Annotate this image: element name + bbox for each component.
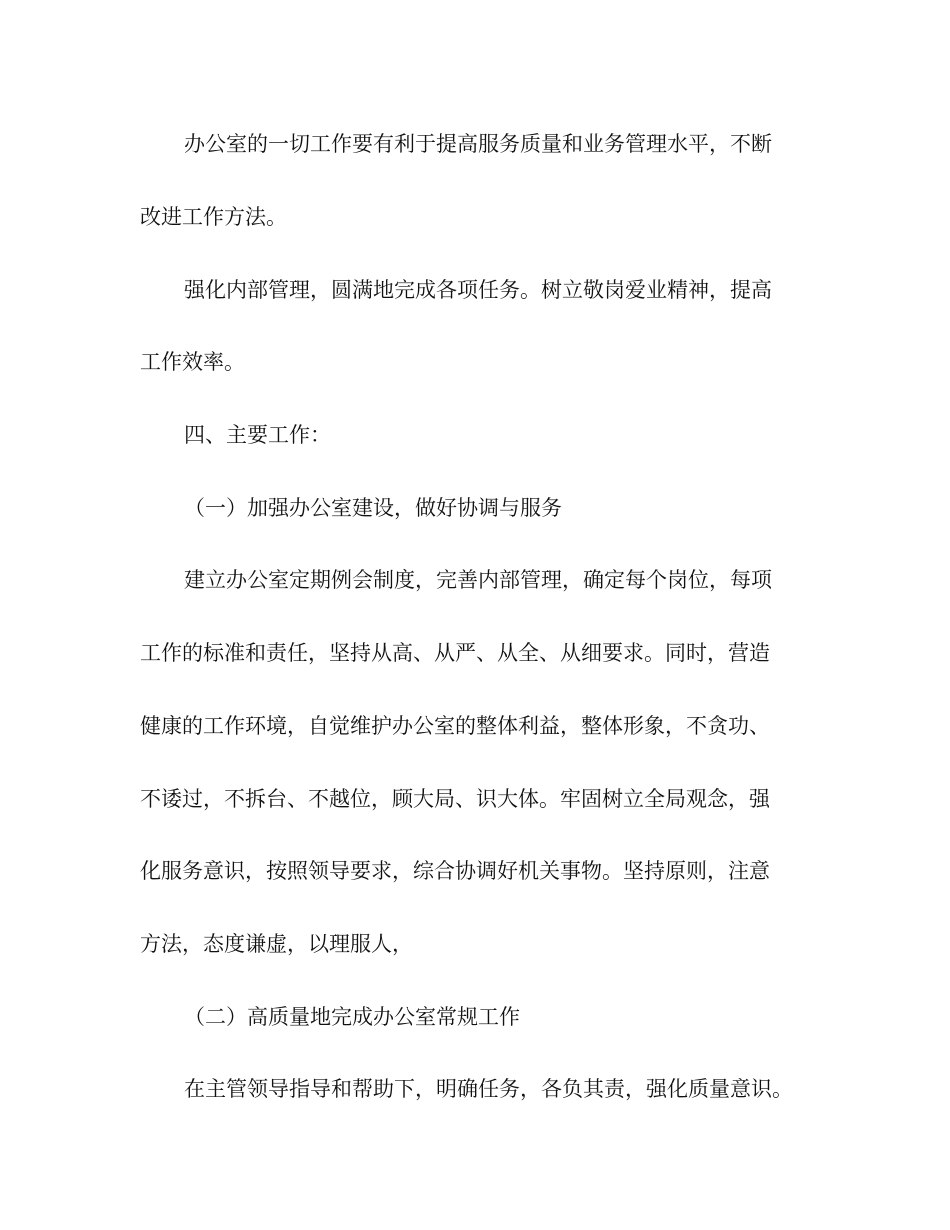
paragraph-line: 强化内部管理，圆满地完成各项任务。树立敬岗爱业精神，提高 [184,278,772,302]
paragraph-line: 工作效率。 [140,350,245,374]
subsection-heading: （一）加强办公室建设，做好协调与服务 [184,496,562,520]
paragraph-line: 工作的标准和责任，坚持从高、从严、从全、从细要求。同时，营造 [140,641,770,665]
subsection-heading: （二）高质量地完成办公室常规工作 [184,1005,520,1029]
paragraph-line: 方法，态度谦虚，以理服人， [140,932,413,956]
section-heading: 四、主要工作： [184,423,331,447]
paragraph-line: 健康的工作环境，自觉维护办公室的整体利益，整体形象，不贪功、 [140,714,770,738]
paragraph-line: 改进工作方法。 [140,205,287,229]
paragraph-line: 办公室的一切工作要有利于提高服务质量和业务管理水平，不断 [184,132,772,156]
paragraph-line: 不诿过，不拆台、不越位，顾大局、识大体。牢固树立全局观念，强 [140,787,770,811]
paragraph-line: 化服务意识，按照领导要求，综合协调好机关事物。坚持原则，注意 [140,859,770,883]
paragraph-line: 建立办公室定期例会制度，完善内部管理，确定每个岗位，每项 [184,568,772,592]
paragraph-line: 在主管领导指导和帮助下，明确任务，各负其责，强化质量意识。 [184,1077,793,1101]
